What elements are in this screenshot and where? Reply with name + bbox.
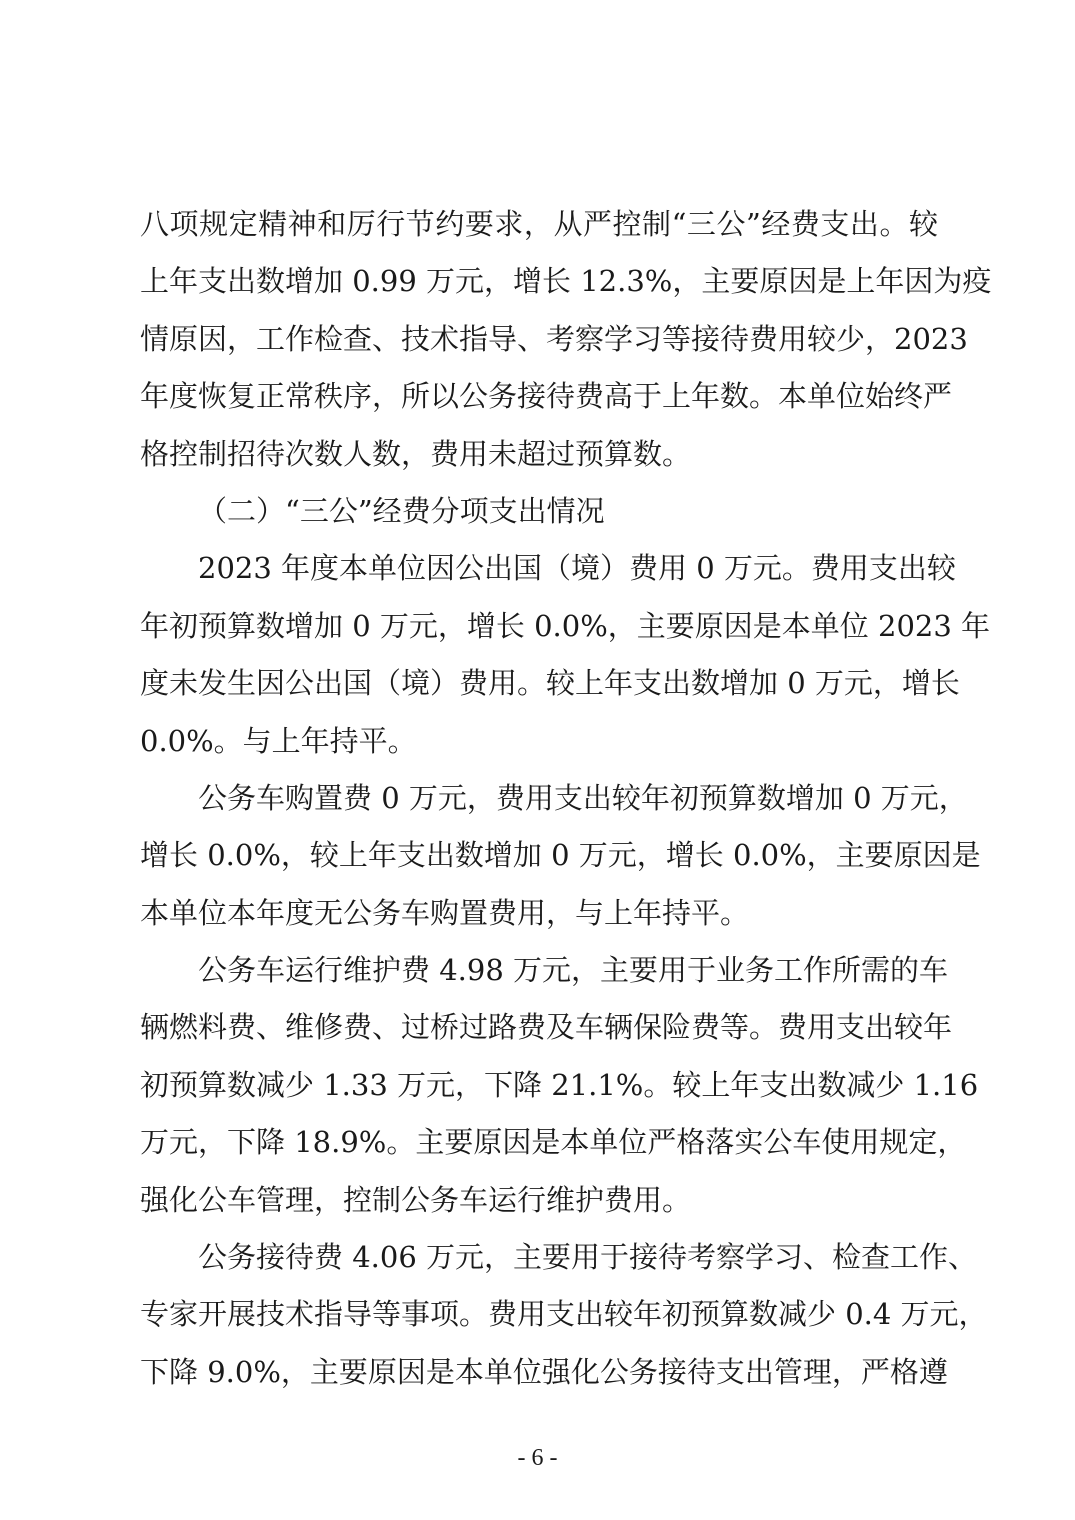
text-line: 强化公车管理，控制公务车运行维护费用。: [140, 1182, 692, 1217]
text-line: 格控制招待次数人数，费用未超过预算数。: [140, 436, 692, 471]
section-heading: （二）“三公”经费分项支出情况: [198, 493, 605, 528]
text-line: 专家开展技术指导等事项。费用支出较年初预算数减少 0.4 万元，: [140, 1297, 988, 1332]
text-line: 初预算数减少 1.33 万元，下降 21.1%。较上年支出数减少 1.16: [140, 1067, 979, 1102]
text-line: 年初预算数增加 0 万元，增长 0.0%，主要原因是本单位 2023 年: [140, 608, 991, 643]
text-line: 八项规定精神和厉行节约要求，从严控制“三公”经费支出。较: [140, 207, 938, 241]
text-line: 情原因，工作检查、技术指导、考察学习等接待费用较少，2023: [140, 321, 968, 356]
text-line: 0.0%。与上年持平。: [140, 723, 417, 758]
text-line: 上年支出数增加 0.99 万元，增长 12.3%，主要原因是上年因为疫: [140, 264, 992, 299]
document-body: [140, 196, 992, 1401]
text-line: 公务接待费 4.06 万元，主要用于接待考察学习、检查工作、: [198, 1240, 978, 1275]
text-line: 度未发生因公出国（境）费用。较上年支出数增加 0 万元，增长: [140, 666, 960, 701]
text-line: 年度恢复正常秩序，所以公务接待费高于上年数。本单位始终严: [140, 379, 953, 414]
text-line: 辆燃料费、维修费、过桥过路费及车辆保险费等。费用支出较年: [140, 1010, 953, 1045]
text-line: 公务车运行维护费 4.98 万元，主要用于业务工作所需的车: [198, 953, 949, 988]
text-line: 增长 0.0%，较上年支出数增加 0 万元，增长 0.0%，主要原因是: [140, 838, 981, 873]
text-line: 下降 9.0%，主要原因是本单位强化公务接待支出管理，严格遵: [140, 1354, 948, 1389]
page-number: - 6 -: [517, 1445, 558, 1471]
text-line: 万元，下降 18.9%。主要原因是本单位严格落实公车使用规定，: [140, 1125, 967, 1160]
text-line: 公务车购置费 0 万元，费用支出较年初预算数增加 0 万元，: [198, 780, 968, 815]
text-line: 2023 年度本单位因公出国（境）费用 0 万元。费用支出较: [198, 551, 956, 586]
text-line: 本单位本年度无公务车购置费用，与上年持平。: [140, 895, 750, 930]
